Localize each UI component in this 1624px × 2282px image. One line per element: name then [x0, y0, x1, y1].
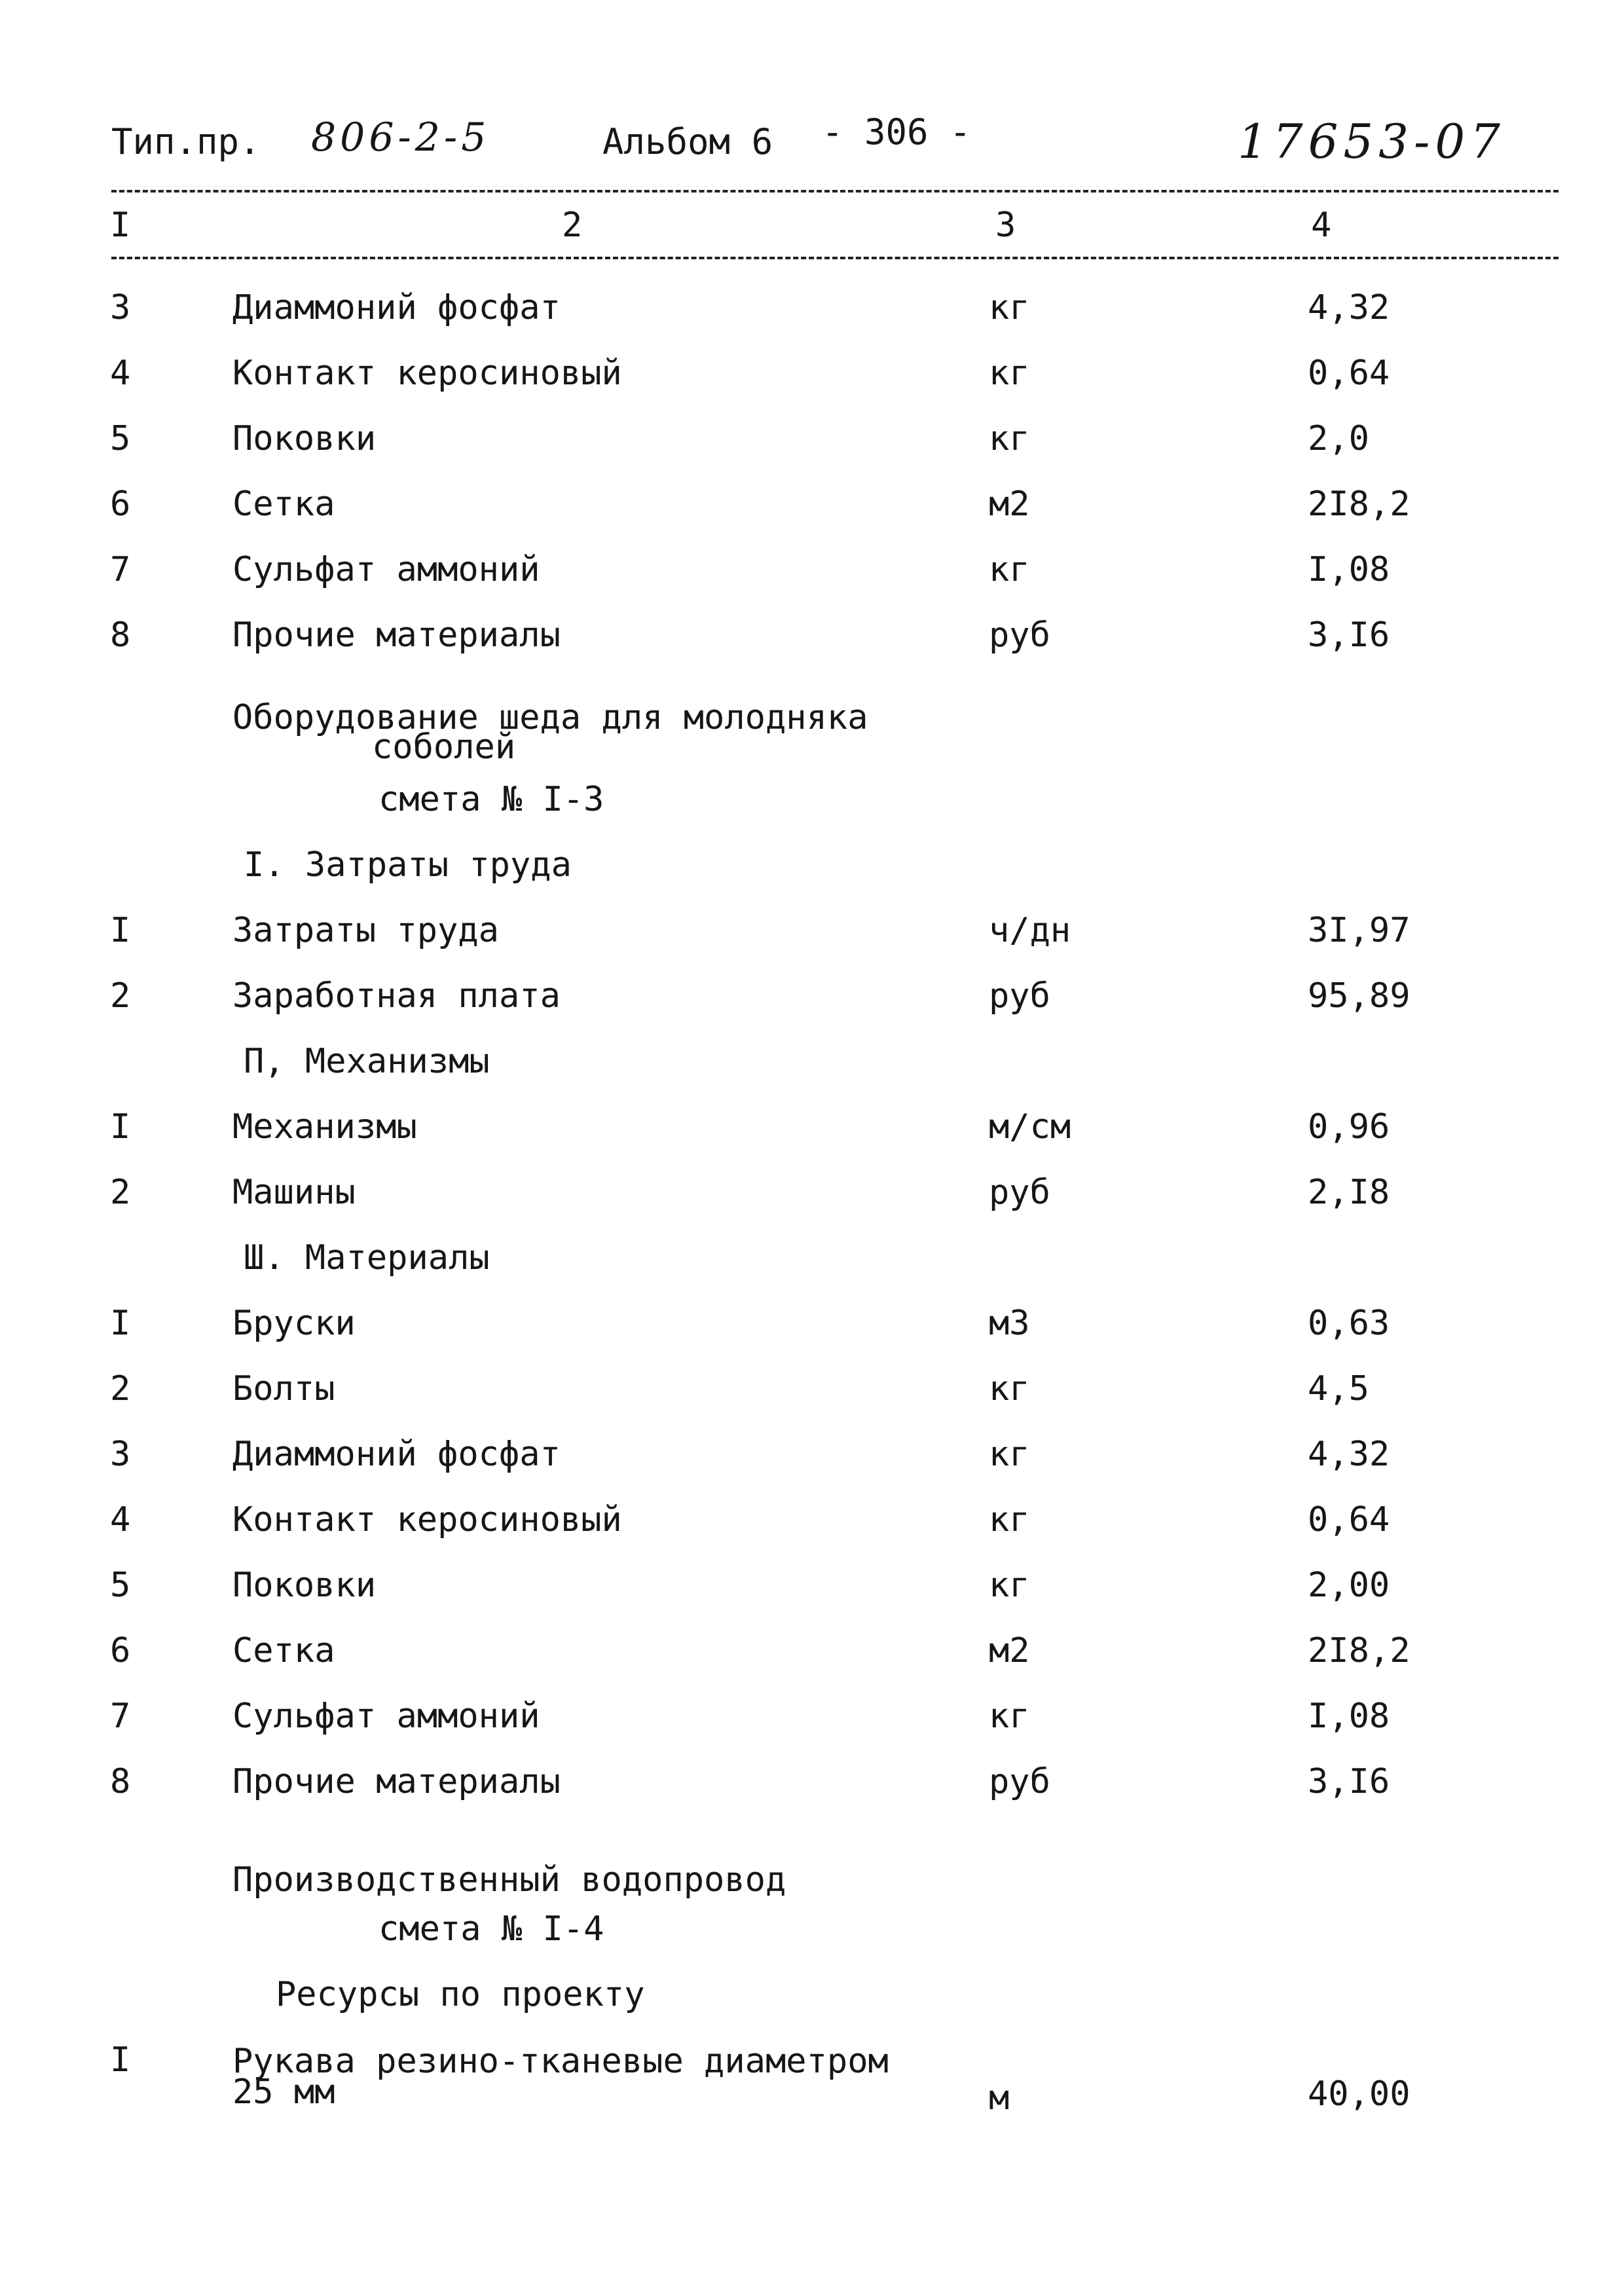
- section-title: Оборудование шеда для молодняка: [232, 698, 868, 737]
- subsection-heading: П, Механизмы: [244, 1042, 490, 1081]
- estimate-number: смета № I-3: [378, 780, 604, 819]
- row-unit: кг: [989, 1697, 1030, 1736]
- section-title: Производственный водопровод: [232, 1860, 786, 1900]
- row-value: I,08: [1308, 1697, 1390, 1736]
- row-value: 3,I6: [1308, 616, 1390, 655]
- row-number: 2: [110, 1369, 131, 1408]
- row-number: 8: [110, 616, 131, 655]
- row-unit: кг: [989, 354, 1030, 393]
- row-number: 7: [110, 550, 131, 589]
- row-value: 2I8,2: [1308, 485, 1411, 524]
- row-value: 0,96: [1308, 1107, 1390, 1147]
- row-value: 2,0: [1308, 419, 1369, 458]
- row-name: Сетка: [232, 485, 335, 524]
- row-number: 5: [110, 1566, 131, 1605]
- row-unit: кг: [989, 550, 1030, 589]
- row-number: I: [110, 911, 131, 950]
- row-value: 95,89: [1308, 976, 1411, 1016]
- row-number: 2: [110, 976, 131, 1016]
- row-number: 3: [110, 288, 131, 327]
- row-value: 4,32: [1308, 1435, 1390, 1474]
- row-name-continued: 25 мм: [232, 2072, 335, 2112]
- row-name: Рукава резино-тканевые диаметром: [232, 2042, 889, 2081]
- subsection-heading: Ш. Материалы: [244, 1238, 490, 1278]
- subsection-heading: Ресурсы по проекту: [276, 1975, 645, 2014]
- row-name: Прочие материалы: [232, 616, 561, 655]
- row-name: Сульфат аммоний: [232, 550, 540, 589]
- row-value: I,08: [1308, 550, 1390, 589]
- row-unit: кг: [989, 1369, 1030, 1408]
- row-name: Контакт керосиновый: [232, 1500, 622, 1539]
- row-number: 6: [110, 1631, 131, 1670]
- row-value: 2I8,2: [1308, 1631, 1411, 1670]
- row-name: Поковки: [232, 419, 377, 458]
- row-number: I: [110, 2040, 131, 2080]
- row-unit: кг: [989, 288, 1030, 327]
- section-title-continued: соболей: [372, 727, 516, 767]
- column-header-2: 2: [562, 206, 583, 245]
- column-header-4: 4: [1311, 206, 1332, 245]
- row-value: 2,00: [1308, 1566, 1390, 1605]
- row-name: Бруски: [232, 1304, 356, 1343]
- row-name: Прочие материалы: [232, 1762, 561, 1801]
- header-divider-bottom: [111, 257, 1559, 259]
- row-name: Механизмы: [232, 1107, 417, 1147]
- row-unit: руб: [989, 616, 1050, 655]
- row-value: 3I,97: [1308, 911, 1411, 950]
- album-label: Альбом 6: [602, 121, 773, 162]
- row-value: 0,64: [1308, 1500, 1390, 1539]
- row-number: 4: [110, 1500, 131, 1539]
- row-unit: кг: [989, 419, 1030, 458]
- row-name: Болты: [232, 1369, 335, 1408]
- column-header-1: I: [110, 206, 131, 245]
- row-unit: руб: [989, 1173, 1050, 1212]
- row-value: 0,64: [1308, 354, 1390, 393]
- row-name: Диаммоний фосфат: [232, 1435, 561, 1474]
- row-unit: м2: [989, 485, 1030, 524]
- row-name: Затраты труда: [232, 911, 499, 950]
- row-number: 2: [110, 1173, 131, 1212]
- row-name: Заработная плата: [232, 976, 561, 1016]
- row-unit: руб: [989, 1762, 1050, 1801]
- header-divider-top: [111, 190, 1559, 193]
- row-value: 4,32: [1308, 288, 1390, 327]
- row-name: Сульфат аммоний: [232, 1697, 540, 1736]
- row-name: Поковки: [232, 1566, 377, 1605]
- project-number: 806-2-5: [311, 115, 490, 160]
- page-number: - 306 -: [822, 111, 971, 153]
- row-value: 0,63: [1308, 1304, 1390, 1343]
- row-name: Сетка: [232, 1631, 335, 1670]
- row-unit: м/см: [989, 1107, 1071, 1147]
- row-number: 7: [110, 1697, 131, 1736]
- column-header-3: 3: [995, 206, 1016, 245]
- row-number: 6: [110, 485, 131, 524]
- row-number: I: [110, 1304, 131, 1343]
- row-value: 4,5: [1308, 1369, 1369, 1408]
- row-value: 3,I6: [1308, 1762, 1390, 1801]
- row-number: 4: [110, 354, 131, 393]
- row-value: 2,I8: [1308, 1173, 1390, 1212]
- row-number: I: [110, 1107, 131, 1147]
- estimate-number: смета № I-4: [378, 1909, 604, 1949]
- row-name: Машины: [232, 1173, 356, 1212]
- row-unit: кг: [989, 1566, 1030, 1605]
- row-number: 8: [110, 1762, 131, 1801]
- row-unit: м2: [989, 1631, 1030, 1670]
- row-unit: м: [989, 2078, 1010, 2118]
- row-value: 40,00: [1308, 2074, 1411, 2114]
- row-unit: ч/дн: [989, 911, 1071, 950]
- type-label: Тип.пр.: [111, 121, 261, 162]
- row-name: Диаммоний фосфат: [232, 288, 561, 327]
- row-name: Контакт керосиновый: [232, 354, 622, 393]
- subsection-heading: I. Затраты труда: [244, 845, 572, 885]
- row-number: 5: [110, 419, 131, 458]
- row-unit: кг: [989, 1435, 1030, 1474]
- row-unit: кг: [989, 1500, 1030, 1539]
- document-code: 17653-07: [1238, 114, 1505, 169]
- row-number: 3: [110, 1435, 131, 1474]
- row-unit: м3: [989, 1304, 1030, 1343]
- row-unit: руб: [989, 976, 1050, 1016]
